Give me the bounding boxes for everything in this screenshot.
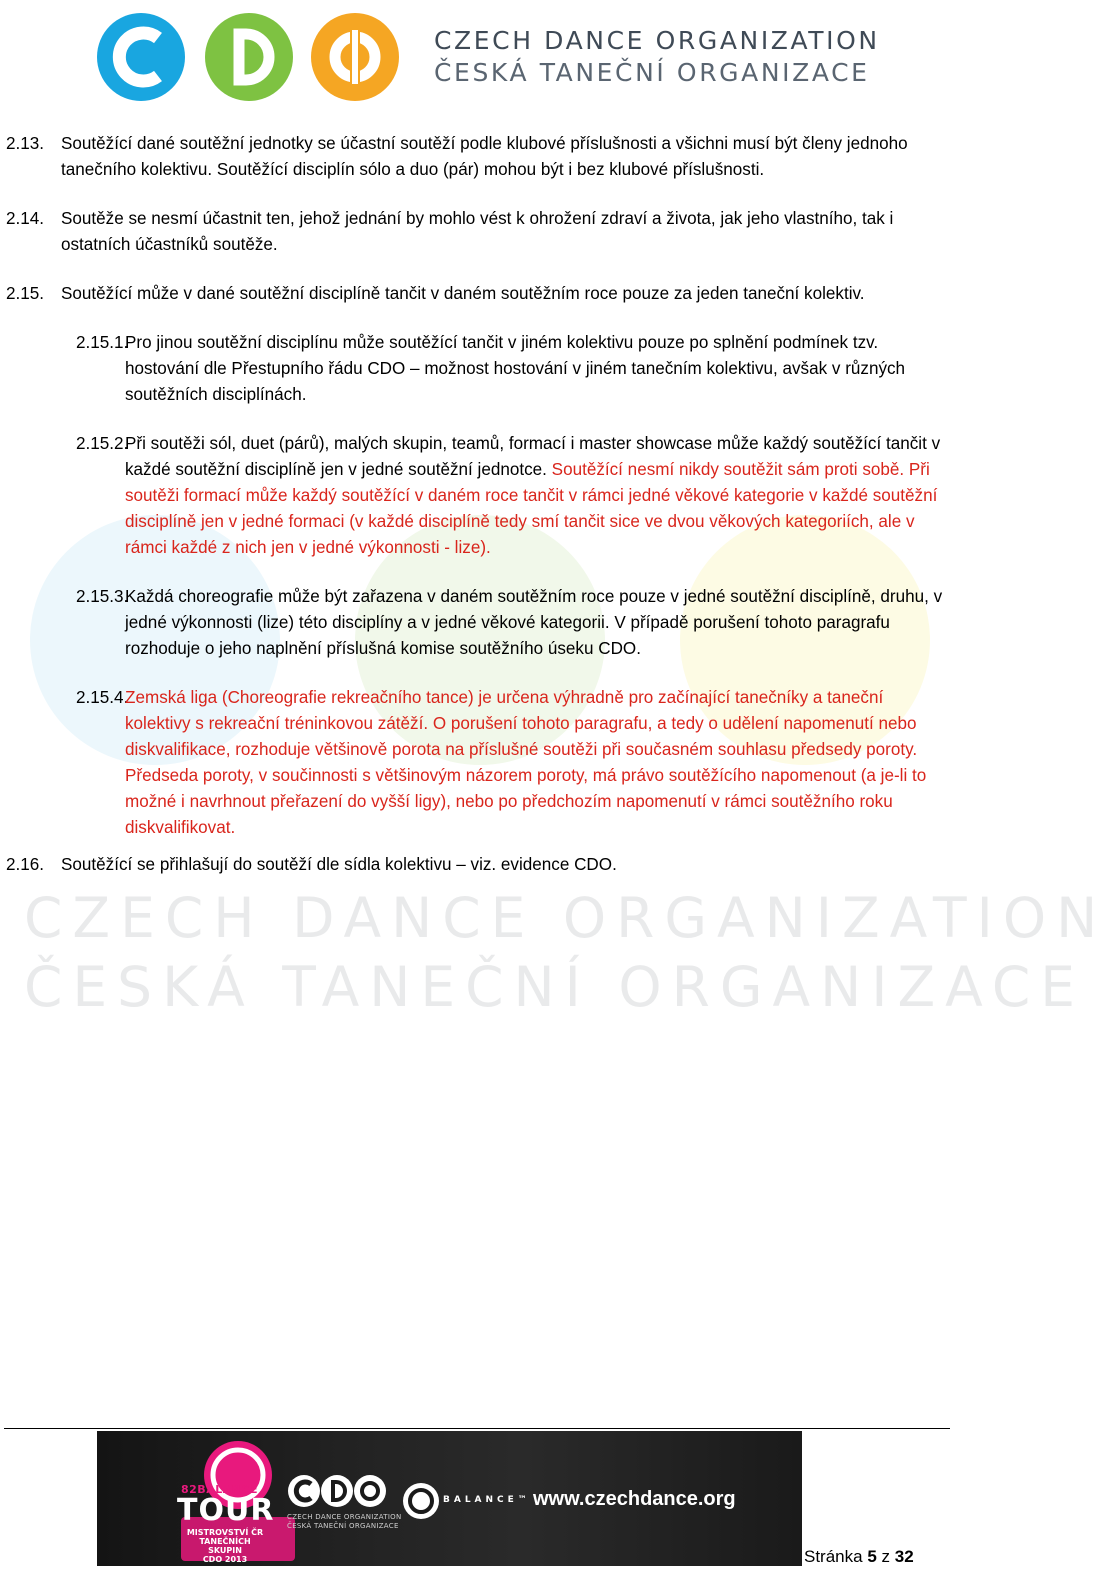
tour-subtitle-3: CDO 2013 — [202, 1555, 248, 1564]
org-name-en: CZECH DANCE ORGANIZATION — [434, 26, 880, 55]
tour-subtitle-1: MISTROVSTVÍ ČR — [186, 1528, 264, 1537]
balance-82-icon — [401, 1481, 441, 1521]
page-of: z — [881, 1547, 891, 1566]
paragraph-text: Zemská liga (Choreografie rekreačního tance) je určena výhradně pro začínající tanečníky a taneční kolektivy s rekreační tréninkovou zátěží. O porušení tohoto paragrafu, a tedy o udělení napomenutí nebo diskvalifikace, rozhoduje většinově porota na příslušné soutěži při současném souhlasu předsedy poroty. Předseda poroty, v součinnosti s většinovým názorem poroty, má právo soutěžícího napomenout (a je-li to možné i navrhnout přeřazení do vyšší ligy), nebo po předchozím napomenutí v rámci soutěžního roku diskvalifikovat. — [125, 688, 927, 837]
page-number — [804, 1547, 914, 1567]
balance-small-label: 82BALANCE — [181, 1483, 259, 1496]
paragraph-2-15-4 — [0, 685, 950, 841]
watermark-org-cz: ČESKÁ TANEČNÍ ORGANIZACE — [24, 955, 1085, 1019]
paragraph-2-15-3 — [0, 584, 950, 662]
paragraph-text: Soutěžící se přihlašují do soutěží dle sídla kolektivu – viz. evidence CDO. — [61, 855, 617, 874]
paragraph-text: Soutěže se nesmí účastnit ten, jehož jednání by mohlo vést k ohrožení zdraví a života, jak jeho vlastního, tak i ostatních účastníků soutěže. — [61, 209, 894, 254]
logo-d-circle — [205, 13, 293, 101]
paragraph-text-red: Soutěžící nesmí nikdy soutěžit sám proti sobě. Při soutěži formací může každý soutěžící v daném roce tančit v rámci jedné věkové kategorie v každé soutěžní disciplíně jen v jedné formaci (v každé disciplíně tedy smí tančit sice ve dvou věkových kategoriích, ale v rámci každé z nich jen v jedné výkonnosti - lize). — [125, 460, 938, 557]
paragraph-number: 2.15.4. — [76, 688, 129, 707]
paragraph-2-15 — [0, 281, 950, 307]
page-label: Stránka — [804, 1547, 863, 1566]
org-name-cz: ČESKÁ TANEČNÍ ORGANIZACE — [434, 58, 870, 87]
paragraph-text-black: Při soutěži sól, duet (párů), malých skupin, teamů, formací i master showcase může každý soutěžící tančit v každé soutěžní disciplíně jen v jedné soutěžní jednotce. — [125, 434, 941, 479]
tour-subtitle — [185, 1528, 265, 1564]
tour-subtitle-2: TANEČNÍCH SKUPIN — [199, 1537, 251, 1555]
paragraph-number: 2.15.1. — [76, 333, 129, 352]
footer-divider — [4, 1428, 950, 1429]
website-url[interactable]: www.czechdance.org — [533, 1488, 736, 1510]
paragraph-2-13 — [0, 131, 950, 183]
paragraph-number: 2.15.2. — [76, 434, 129, 453]
paragraph-number: 2.15. — [6, 284, 45, 303]
page-total: 32 — [894, 1547, 914, 1566]
paragraph-number: 2.14. — [6, 209, 45, 228]
paragraph-text — [125, 431, 950, 561]
paragraph-text: Soutěžící může v dané soutěžní disciplíně tančit v daném soutěžním roce pouze za jeden taneční kolektiv. — [61, 284, 865, 303]
paragraph-number: 2.16. — [6, 855, 45, 874]
cdo-logo — [96, 10, 401, 104]
paragraph-text: Soutěžící dané soutěžní jednotky se účastní soutěží podle klubové příslušnosti a všichni musí být členy jednoho tanečního kolektivu. Soutěžící disciplín sólo a duo (pár) mohou být i bez klubové příslušnosti. — [61, 134, 908, 179]
balance-label: BALANCE™ — [443, 1495, 531, 1505]
logo-c-circle — [97, 13, 185, 101]
cdo-footer-logo — [287, 1473, 387, 1509]
paragraph-2-14 — [0, 206, 950, 258]
cdo-footer-name-cz: ČESKÁ TANEČNÍ ORGANIZACE — [287, 1522, 399, 1530]
paragraph-number: 2.13. — [6, 134, 45, 153]
paragraph-number: 2.15.3. — [76, 587, 129, 606]
watermark-org-en: CZECH DANCE ORGANIZATION — [24, 886, 1107, 950]
page-current: 5 — [867, 1547, 877, 1566]
paragraph-2-15-1 — [0, 330, 950, 408]
footer-banner — [97, 1431, 802, 1566]
paragraph-text: Pro jinou soutěžní disciplínu může soutěžící tančit v jiném kolektivu pouze po splnění podmínek tzv. hostování dle Přestupního řádu CDO – možnost hostování v jiném tanečním kolektivu, avšak v různých soutěžních disciplínách. — [125, 333, 906, 404]
tour-label: TOUR — [177, 1493, 275, 1528]
document-body — [0, 131, 950, 901]
paragraph-2-15-2 — [0, 431, 950, 561]
paragraph-2-16 — [0, 852, 950, 878]
paragraph-text: Každá choreografie může být zařazena v daném soutěžním roce pouze v jedné soutěžní disciplíně, druhu, v jedné výkonnosti (lize) této disciplíny a v jedné věkové kategorii. V případě porušení tohoto paragrafu rozhoduje o jeho naplnění příslušná komise soutěžního úseku CDO. — [125, 587, 943, 658]
cdo-footer-name-en: CZECH DANCE ORGANIZATION — [287, 1513, 402, 1521]
